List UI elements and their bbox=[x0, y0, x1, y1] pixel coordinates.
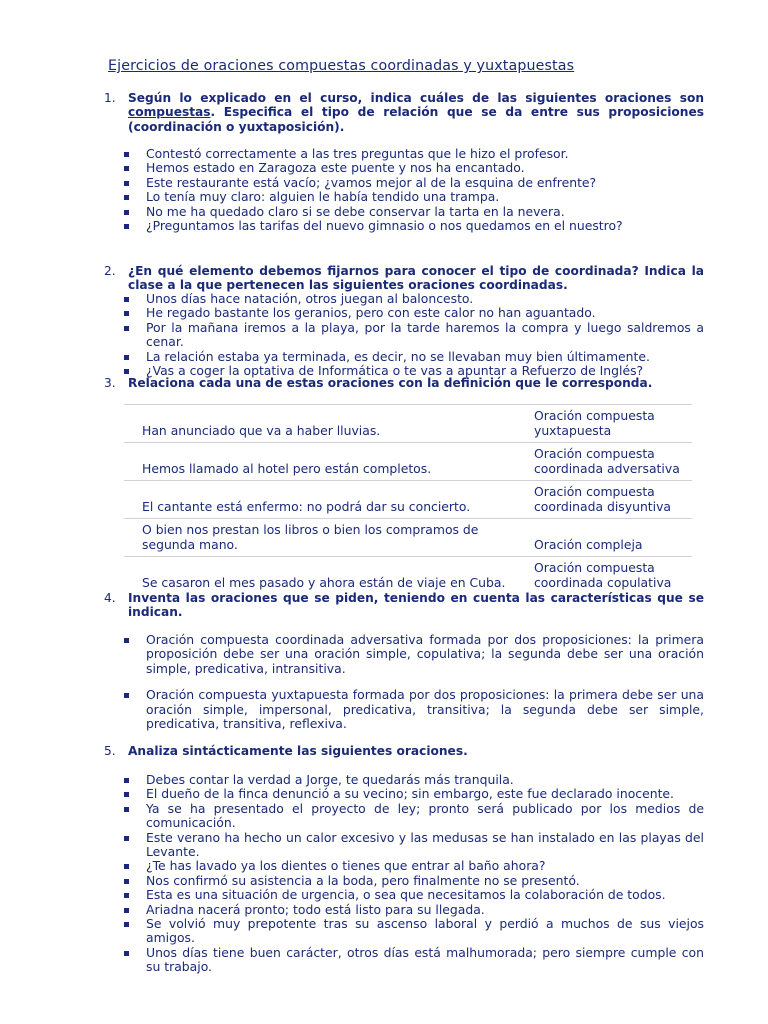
question-number: 4. bbox=[104, 591, 116, 605]
question-2-list bbox=[124, 292, 704, 378]
list-item-text: No me ha quedado claro si se debe conservar la tarta en la nevera. bbox=[146, 203, 565, 219]
bullet-icon bbox=[124, 311, 129, 316]
list-item-text: Oración compuesta yuxtapuesta formada por dos proposiciones: la primera debe ser una oración simple, impersonal, predicativa, transitiva; la segunda debe ser simple, predicativa, transitiva, reflexiva. bbox=[146, 687, 704, 732]
table-cell-sentence: Han anunciado que va a haber lluvias. bbox=[124, 405, 534, 443]
list-item-text: Lo tenía muy claro: alguien le había tendido una trampa. bbox=[146, 189, 500, 205]
table-cell-sentence: Se casaron el mes pasado y ahora están de viaje en Cuba. bbox=[124, 557, 534, 595]
list-item-text: He regado bastante los geranios, pero con este calor no han aguantado. bbox=[146, 305, 596, 321]
page-title: Ejercicios de oraciones compuestas coordinadas y yuxtapuestas bbox=[108, 58, 575, 74]
list-item-text: ¿Vas a coger la optativa de Informática o te vas a apuntar a Refuerzo de Inglés? bbox=[146, 363, 644, 379]
list-item bbox=[124, 190, 704, 204]
list-item-text: Unos días hace natación, otros juegan al baloncesto. bbox=[146, 291, 474, 306]
list-item-text: Por la mañana iremos a la playa, por la tarde haremos la compra y luego saldremos a cenar. bbox=[146, 319, 704, 350]
list-item-text: Nos confirmó su asistencia a la boda, pero finalmente no se presentó. bbox=[146, 872, 580, 888]
list-item bbox=[124, 321, 704, 350]
list-item bbox=[124, 917, 704, 946]
question-text bbox=[128, 91, 704, 134]
table-row bbox=[124, 481, 692, 519]
bullet-icon bbox=[124, 792, 129, 797]
list-item bbox=[124, 350, 704, 364]
table-cell-definition: Oración compuesta yuxtapuesta bbox=[534, 405, 692, 443]
table-cell-sentence: Hemos llamado al hotel pero están completos. bbox=[124, 443, 534, 481]
table-row bbox=[124, 557, 692, 595]
question-3 bbox=[104, 376, 704, 390]
table-cell-definition: Oración compleja bbox=[534, 519, 692, 557]
bullet-icon bbox=[124, 951, 129, 956]
bullet-icon bbox=[124, 224, 129, 229]
question-text-underlined: compuestas bbox=[128, 105, 211, 120]
table-row bbox=[124, 405, 692, 443]
list-item bbox=[124, 147, 704, 161]
question-number: 2. bbox=[104, 264, 116, 278]
bullet-icon bbox=[124, 326, 129, 331]
list-item bbox=[124, 802, 704, 831]
matching-table bbox=[124, 404, 692, 594]
bullet-icon bbox=[124, 181, 129, 186]
bullet-icon bbox=[124, 879, 129, 884]
list-item-text: Ya se ha presentado el proyecto de ley; pronto será publicado por los medios de comunicación. bbox=[146, 800, 704, 831]
question-1 bbox=[104, 91, 704, 134]
list-item bbox=[124, 831, 704, 860]
list-item-text: Se volvió muy prepotente tras su ascenso laboral y perdió a muchos de sus viejos amigos. bbox=[146, 916, 704, 946]
list-item bbox=[124, 161, 704, 175]
list-item-text: Unos días tiene buen carácter, otros días está malhumorada; pero siempre cumple con su trabajo. bbox=[146, 944, 704, 975]
list-item bbox=[124, 773, 704, 787]
bullet-icon bbox=[124, 369, 129, 374]
bullet-icon bbox=[124, 638, 129, 643]
list-item bbox=[124, 859, 704, 873]
bullet-icon bbox=[124, 297, 129, 302]
question-4-list bbox=[124, 633, 704, 731]
list-item bbox=[124, 633, 704, 676]
question-text: Analiza sintácticamente las siguientes oraciones. bbox=[128, 744, 468, 758]
bullet-icon bbox=[124, 864, 129, 869]
question-4 bbox=[104, 591, 704, 620]
table-cell-sentence: O bien nos prestan los libros o bien los compramos de segunda mano. bbox=[124, 519, 534, 557]
list-item-text: Este restaurante está vacío; ¿vamos mejor al de la esquina de enfrente? bbox=[146, 174, 597, 190]
bullet-icon bbox=[124, 778, 129, 783]
question-number: 3. bbox=[104, 376, 116, 390]
list-item bbox=[124, 787, 704, 801]
table-cell-sentence: El cantante está enfermo: no podrá dar su concierto. bbox=[124, 481, 534, 519]
list-item bbox=[124, 176, 704, 190]
bullet-icon bbox=[124, 166, 129, 171]
question-5 bbox=[104, 744, 704, 758]
list-item bbox=[124, 946, 704, 975]
list-item-text: Oración compuesta coordinada adversativa formada por dos proposiciones: la primera proposición debe ser una oración simple, copulativa; la segunda debe ser una oración simple, predicativa, intransitiva. bbox=[146, 632, 704, 676]
bullet-icon bbox=[124, 210, 129, 215]
table-cell-definition: Oración compuesta coordinada copulativa bbox=[534, 557, 692, 595]
question-5-list bbox=[124, 773, 704, 975]
question-number: 1. bbox=[104, 91, 116, 105]
question-1-list bbox=[124, 147, 704, 233]
list-item-text: Este verano ha hecho un calor excesivo y las medusas se han instalado en las playas del Levante. bbox=[146, 829, 704, 860]
bullet-icon bbox=[124, 355, 129, 360]
bullet-icon bbox=[124, 807, 129, 812]
table-cell-definition: Oración compuesta coordinada adversativa bbox=[534, 443, 692, 481]
table-row bbox=[124, 443, 692, 481]
table-cell-definition: Oración compuesta coordinada disyuntiva bbox=[534, 481, 692, 519]
list-item bbox=[124, 874, 704, 888]
question-text: ¿En qué elemento debemos fijarnos para conocer el tipo de coordinada? Indica la clase a la que pertenecen las siguientes oraciones coordinadas. bbox=[128, 264, 704, 293]
list-item-text: ¿Preguntamos las tarifas del nuevo gimnasio o nos quedamos en el nuestro? bbox=[146, 218, 623, 234]
list-item-text: ¿Te has lavado ya los dientes o tienes que entrar al baño ahora? bbox=[146, 858, 546, 874]
question-text: Inventa las oraciones que se piden, teniendo en cuenta las características que se indican. bbox=[128, 591, 704, 620]
list-item-text: Esta es una situación de urgencia, o sea que necesitamos la colaboración de todos. bbox=[146, 887, 666, 903]
list-item-text: Ariadna nacerá pronto; todo está listo para su llegada. bbox=[146, 901, 485, 917]
bullet-icon bbox=[124, 908, 129, 913]
bullet-icon bbox=[124, 152, 129, 157]
list-item-text: Contestó correctamente a las tres preguntas que le hizo el profesor. bbox=[146, 146, 569, 161]
list-item-text: La relación estaba ya terminada, es decir, no se llevaban muy bien últimamente. bbox=[146, 348, 650, 364]
bullet-icon bbox=[124, 893, 129, 898]
table-row bbox=[124, 519, 692, 557]
list-item bbox=[124, 292, 704, 306]
list-item bbox=[124, 306, 704, 320]
list-item-text: El dueño de la finca denunció a su vecino; sin embargo, este fue declarado inocente. bbox=[146, 786, 674, 802]
question-number: 5. bbox=[104, 744, 116, 758]
bullet-icon bbox=[124, 195, 129, 200]
bullet-icon bbox=[124, 922, 129, 927]
list-item bbox=[124, 903, 704, 917]
list-item bbox=[124, 205, 704, 219]
question-text: Relaciona cada una de estas oraciones con la definición que le corresponda. bbox=[128, 376, 653, 390]
list-item-text: Debes contar la verdad a Jorge, te quedarás más tranquila. bbox=[146, 772, 514, 787]
list-item bbox=[124, 888, 704, 902]
question-text-part: Según lo explicado en el curso, indica cuáles de las siguientes oraciones son bbox=[128, 91, 704, 105]
list-item-text: Hemos estado en Zaragoza este puente y nos ha encantado. bbox=[146, 160, 525, 176]
list-item bbox=[124, 219, 704, 233]
question-text-part: . Especifica el tipo de relación que se da entre sus proposiciones (coordinación o yuxtaposición). bbox=[128, 105, 704, 134]
bullet-icon bbox=[124, 836, 129, 841]
question-2 bbox=[104, 264, 704, 293]
list-item bbox=[124, 688, 704, 731]
bullet-icon bbox=[124, 693, 129, 698]
